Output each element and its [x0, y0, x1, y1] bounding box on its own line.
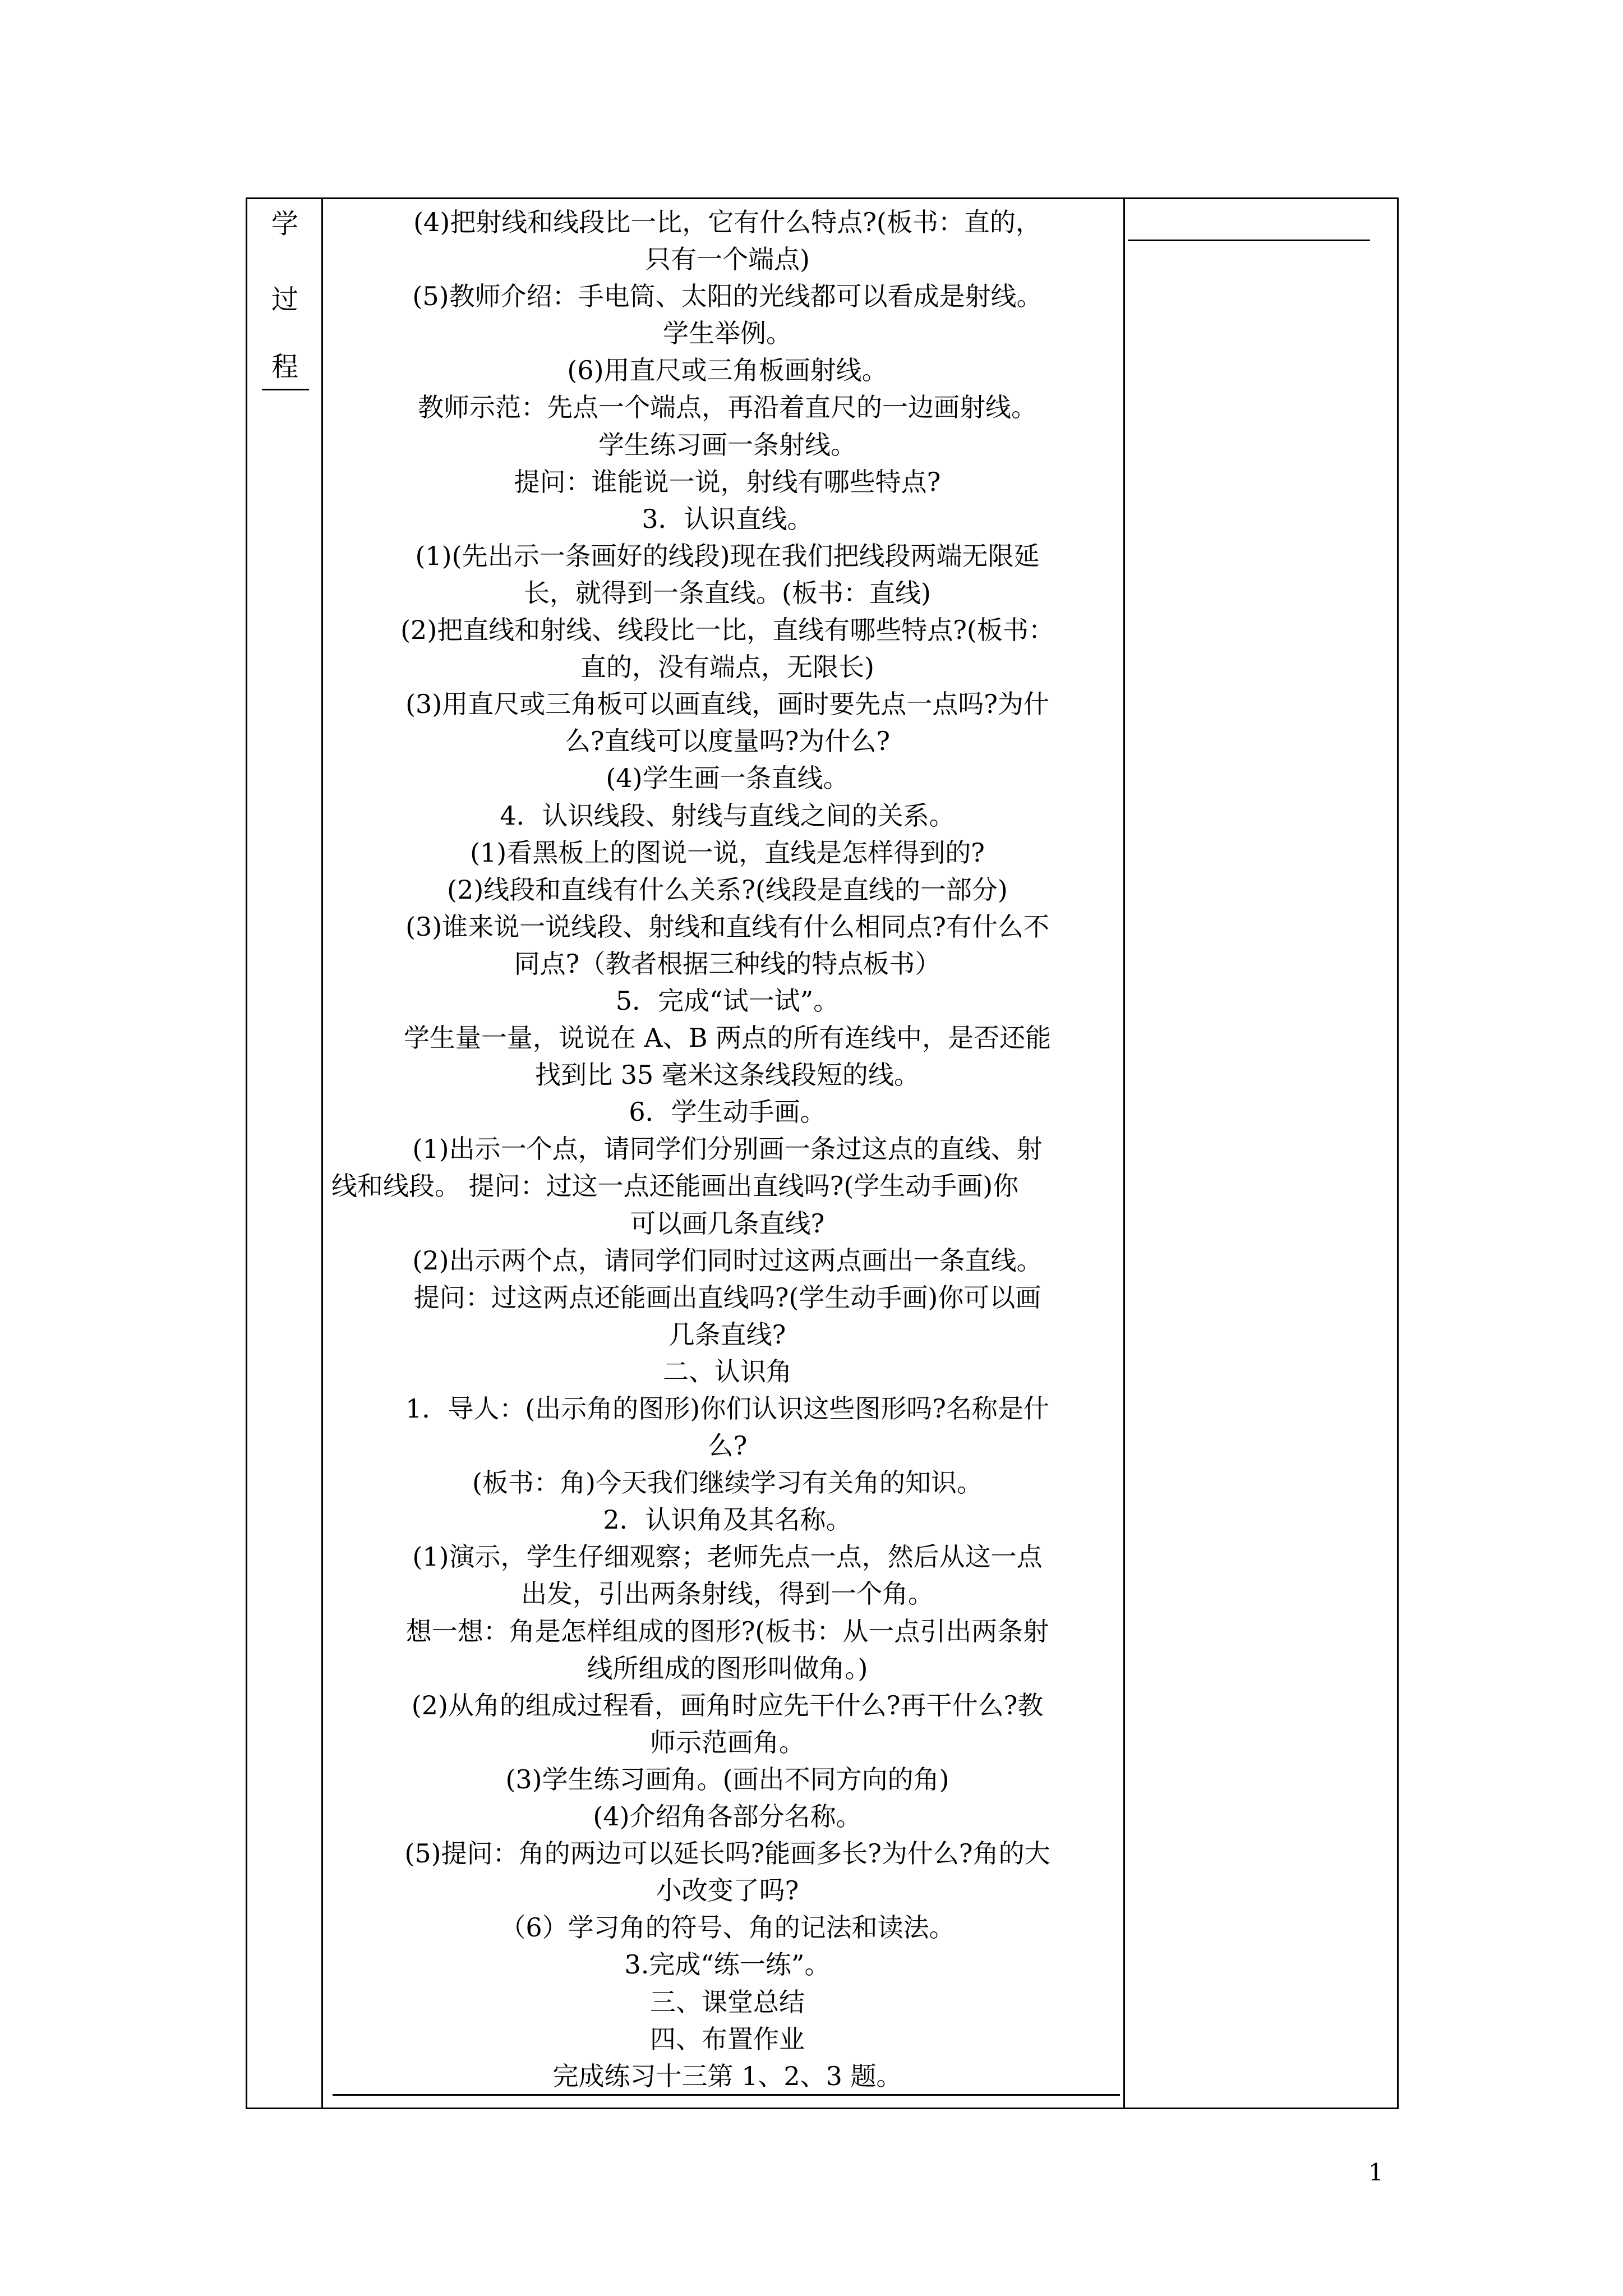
- side-label-underline: [262, 389, 309, 390]
- content-line: (3)学生练习画角。(画出不同方向的角): [505, 1764, 949, 1795]
- side-label-char: 学: [271, 208, 298, 240]
- content-line: 师示范画角。: [650, 1727, 805, 1757]
- page-number: 1: [1368, 2159, 1384, 2186]
- content-line: (2)把直线和射线、线段比一比，直线有哪些特点?(板书：: [400, 615, 1054, 646]
- content-line: (板书：角)今天我们继续学习有关角的知识。: [472, 1467, 983, 1498]
- content-line: 小改变了吗?: [656, 1875, 799, 1906]
- content-line: 完成练习十三第 1、2、3 题。: [552, 2060, 902, 2091]
- content-line: (1)看黑板上的图说一说，直线是怎样得到的?: [470, 837, 985, 868]
- content-line: 只有一个端点): [645, 244, 810, 275]
- content-line: 长，就得到一条直线。(板书：直线): [524, 577, 931, 608]
- side-label-char: 过: [271, 284, 298, 315]
- content-line: (5)教师介绍：手电筒、太阳的光线都可以看成是射线。: [412, 281, 1043, 312]
- content-line: (4)把射线和线段比一比，它有什么特点?(板书：直的，: [413, 207, 1041, 237]
- content-line: (3)谁来说一说线段、射线和直线有什么相同点?有什么不: [405, 911, 1049, 942]
- content-line: 1．导人：(出示角的图形)你们认识这些图形吗?名称是什: [405, 1393, 1049, 1424]
- content-line: (1)(先出示一条画好的线段)现在我们把线段两端无限延: [415, 540, 1040, 571]
- content-line: (2)线段和直线有什么关系?(线段是直线的一部分): [447, 874, 1008, 905]
- content-line: 2．认识角及其名称。: [603, 1504, 852, 1535]
- content-line: 可以画几条直线?: [630, 1208, 825, 1239]
- content-line: 提问：过这两点还能画出直线吗?(学生动手画)你可以画: [413, 1282, 1041, 1313]
- content-line: 么?: [707, 1430, 748, 1461]
- content-line: (1)出示一个点，请同学们分别画一条过这点的直线、射: [412, 1134, 1043, 1165]
- content-line: 同点?（教者根据三种线的特点板书）: [514, 948, 941, 979]
- content-line: 提问：谁能说一说，射线有哪些特点?: [514, 466, 941, 497]
- content-line: 教师示范：先点一个端点，再沿着直尺的一边画射线。: [418, 392, 1037, 423]
- content-line: 几条直线?: [668, 1319, 786, 1350]
- content-bottom-rule: [333, 2094, 1120, 2096]
- content-line: 5．完成“试一试”。: [615, 985, 840, 1016]
- column-divider-left: [321, 199, 323, 2108]
- content-line: 3.完成“练一练”。: [624, 1949, 831, 1980]
- content-line: 找到比 35 毫米这条线段短的线。: [535, 1060, 920, 1091]
- content-line: 四、布置作业: [650, 2023, 805, 2054]
- content-line: (1)演示，学生仔细观察；老师先点一点，然后从这一点: [412, 1542, 1043, 1572]
- content-line: 么?直线可以度量吗?为什么?: [565, 726, 890, 757]
- content-line: (2)从角的组成过程看，画角时应先干什么?再干什么?教: [411, 1690, 1044, 1720]
- notes-column-rule: [1128, 240, 1370, 241]
- content-line: 三、课堂总结: [650, 1986, 805, 2017]
- lesson-content: [331, 204, 1123, 2095]
- content-line: (2)出示两个点，请同学们同时过这两点画出一条直线。: [412, 1245, 1043, 1276]
- content-line: (4)学生画一条直线。: [606, 763, 849, 794]
- content-line: 出发，引出两条射线，得到一个角。: [521, 1579, 934, 1609]
- content-line: 学生量一量，说说在 A、B 两点的所有连线中，是否还能: [403, 1023, 1052, 1053]
- content-line: 3．认识直线。: [642, 503, 813, 534]
- content-line: 二、认识角: [663, 1356, 792, 1387]
- content-line: 线所组成的图形叫做角。): [587, 1653, 868, 1683]
- content-line: （6）学习角的符号、角的记法和读法。: [500, 1912, 955, 1943]
- content-line: 4．认识线段、射线与直线之间的关系。: [500, 800, 955, 831]
- side-label-char: 程: [271, 351, 298, 383]
- content-line: (3)用直尺或三角板可以画直线，画时要先点一点吗?为什: [405, 689, 1049, 720]
- column-divider-right: [1123, 199, 1125, 2108]
- lesson-table: [246, 197, 1399, 2109]
- content-line: 想一想：角是怎样组成的图形?(板书：从一点引出两条射: [405, 1616, 1049, 1646]
- content-line: 学生举例。: [663, 318, 792, 349]
- content-line: 学生练习画一条射线。: [598, 429, 856, 460]
- content-line: 6．学生动手画。: [629, 1097, 826, 1128]
- content-line: 直的，没有端点，无限长): [580, 652, 874, 683]
- content-line: (4)介绍角各部分名称。: [593, 1801, 862, 1832]
- content-line: (5)提问：角的两边可以延长吗?能画多长?为什么?角的大: [404, 1838, 1050, 1869]
- content-line: (6)用直尺或三角板画射线。: [567, 355, 888, 386]
- content-line: 线和线段。 提问：过这一点还能画出直线吗?(学生动手画)你: [331, 1171, 1019, 1202]
